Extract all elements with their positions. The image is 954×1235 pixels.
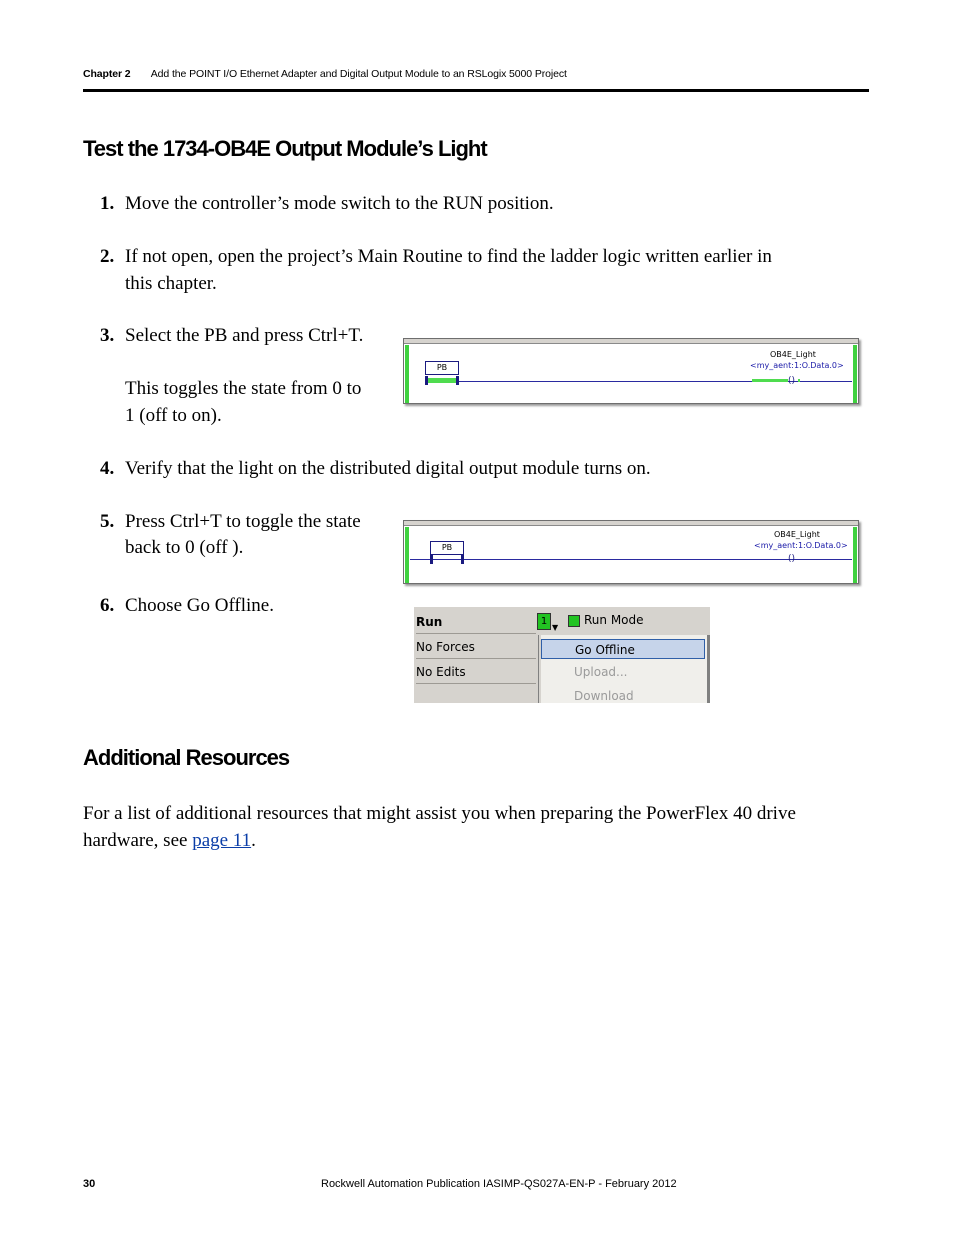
step-number: 2. xyxy=(100,246,115,267)
xic-contact-deenergized xyxy=(430,555,464,564)
step-text: Choose Go Offline. xyxy=(125,595,274,616)
page-number: 30 xyxy=(83,1178,96,1190)
dropdown-arrow-icon: ▼ xyxy=(552,623,559,632)
ladder-screenshot-off xyxy=(403,520,859,584)
additional-resources-paragraph xyxy=(83,800,863,854)
contact-tag-box: PB xyxy=(425,361,459,375)
paragraph-line-2-prefix: hardware, see xyxy=(83,830,193,851)
step-number: 5. xyxy=(100,511,115,532)
controller-menu-screenshot xyxy=(414,606,710,703)
header-rule xyxy=(83,89,869,92)
step-text: Verify that the light on the distributed digital output module turns on. xyxy=(125,458,651,479)
run-mode-indicator-icon xyxy=(568,615,580,627)
xic-contact-energized xyxy=(425,376,459,385)
paragraph-line-1: For a list of additional resources that might assist you when preparing the PowerFlex 40 drive xyxy=(83,803,796,824)
ladder-titlebar xyxy=(404,521,858,526)
right-power-rail xyxy=(853,345,857,403)
status-no-edits: No Edits xyxy=(416,661,536,684)
paragraph-line-2 xyxy=(83,827,863,854)
publication-footer: Rockwell Automation Publication IASIMP-QS027A-EN-P - February 2012 xyxy=(321,1178,677,1190)
dropdown-edge xyxy=(707,635,710,703)
chapter-title: Add the POINT I/O Ethernet Adapter and Digital Output Module to an RSLogix 5000 Project xyxy=(150,68,567,80)
running-header xyxy=(83,68,567,80)
step-number: 3. xyxy=(100,325,115,346)
paragraph-line-2-suffix: . xyxy=(251,830,256,851)
step-number: 4. xyxy=(100,458,115,479)
run-mode-label: Run Mode xyxy=(584,613,644,627)
step-text-line-2: this chapter. xyxy=(125,273,217,294)
step-text-line-2: back to 0 (off ). xyxy=(125,537,244,558)
step-number: 1. xyxy=(100,193,115,214)
menu-item-upload[interactable]: Upload... xyxy=(574,665,628,679)
ote-coil-deenergized: () xyxy=(788,554,796,564)
ote-coil-energized: () xyxy=(752,376,800,386)
ladder-titlebar xyxy=(404,339,858,344)
step-text: Select the PB and press Ctrl+T. xyxy=(125,325,364,346)
ladder-screenshot-on xyxy=(403,338,859,404)
section-heading-test-light: Test the 1734-OB4E Output Module’s Light xyxy=(83,136,487,161)
step-number: 6. xyxy=(100,595,115,616)
menu-item-download[interactable]: Download xyxy=(574,689,634,703)
right-power-rail xyxy=(853,527,857,583)
step-subtext-line-1: This toggles the state from 0 to xyxy=(125,378,362,399)
coil-tag-label: OB4E_Light xyxy=(774,530,820,539)
section-heading-additional-resources: Additional Resources xyxy=(83,745,290,770)
coil-alias-label: <my_aent:1:O.Data.0> xyxy=(750,361,844,370)
rung-wire xyxy=(410,559,852,560)
page-11-link[interactable]: page 11 xyxy=(192,830,252,851)
status-no-forces: No Forces xyxy=(416,636,536,659)
status-run: Run xyxy=(416,611,536,634)
step-text-line-1: If not open, open the project’s Main Routine to find the ladder logic written earlier in xyxy=(125,246,772,267)
coil-tag-label: OB4E_Light xyxy=(770,350,816,359)
chapter-label: Chapter 2 xyxy=(83,68,131,80)
left-power-rail xyxy=(405,527,409,583)
left-power-rail xyxy=(405,345,409,403)
menu-item-go-offline[interactable]: Go Offline xyxy=(541,639,705,659)
coil-alias-label: <my_aent:1:O.Data.0> xyxy=(754,541,848,550)
step-text-line-1: Press Ctrl+T to toggle the state xyxy=(125,511,361,532)
step-subtext-line-2: 1 (off to on). xyxy=(125,405,222,426)
mode-dropdown-button[interactable]: 1 xyxy=(537,613,551,630)
step-text: Move the controller’s mode switch to the RUN position. xyxy=(125,193,554,214)
controller-mode-dropdown xyxy=(538,635,709,703)
contact-tag-box: PB xyxy=(430,541,464,555)
